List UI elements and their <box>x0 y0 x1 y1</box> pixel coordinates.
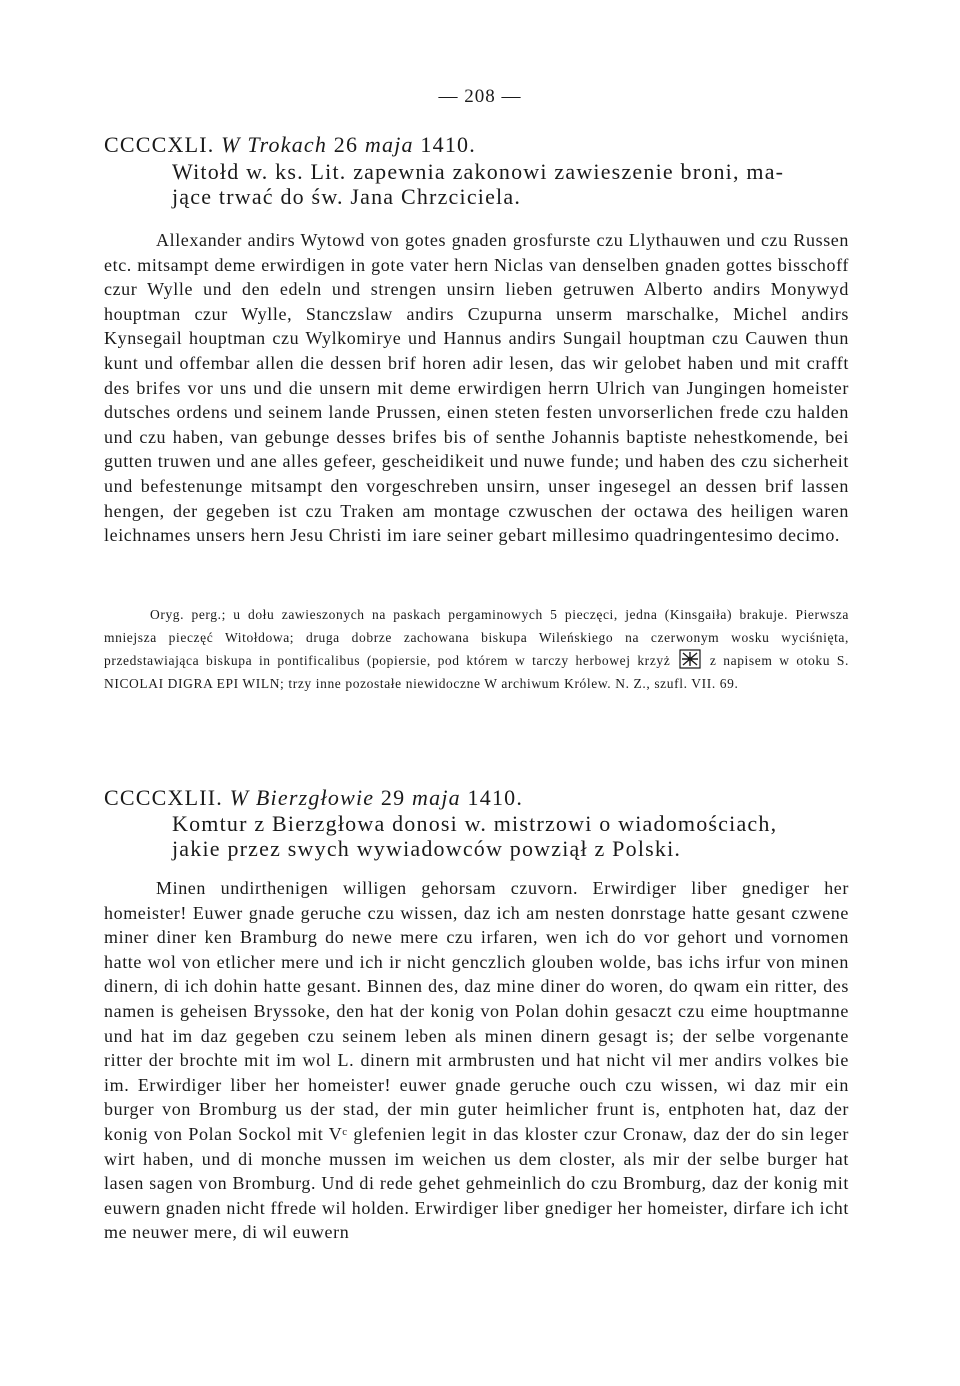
section-date-year: 1410. <box>467 785 524 810</box>
section-text-441 <box>104 228 849 548</box>
page-number: — 208 — <box>438 86 522 107</box>
document-paragraph: Allexander andirs Wytowd von gotes gnaden grosfurste czu Llythauwen und czu Russen etc. mitsampt deme erwirdigen in gote vater hern Niclas van denselben gnaden gottes bisschoff czur Wylle und den edeln und strengen unsirn lieben getruwen Alberto andirs Monywyd houptman czur Wylle, Stanczslaw andirs Czupurna unserm marschalke, Michel andirs Kynsegail houptman czu Wylkomirye und Hannus andirs Sungail houptman czu Cauwen thun kunt und offembar allen die dessen brif horen adir lesen, das wir gelobet haben und mit crafft des brifes vor uns und die unsern mit deme erwirdigen herrn Ulrich van Jungingen homeister dutsches ordens und seinem lande Prussen, einen steten festen unvorserlichen frede czu halden und czu haben, van gebunge desses brifes bis of senthe Johannis baptiste nehestkomende, bei gutten truwen und ane alles gefeer, gescheidikeit und nuwe funde; und haben des czu sicherheit und befestenunge mitsampt den vorgeschreben unsirn, unser ingesegel an dessen brif lassen hengen, der gegeben ist czu Traken am montage czwuschen der octawa des heiligen waren leichnames unsers hern Jesu Christi im iare seiner gebart millesimo quadringentesimo decimo. <box>104 230 849 546</box>
section-date-day: 29 <box>380 785 406 810</box>
section-place: W Trokach <box>221 132 328 157</box>
section-summary-442 <box>172 811 862 861</box>
section-heading-441 <box>104 132 864 157</box>
footnote-text-part1: Oryg. perg.; u dołu zawieszonych na paskach pergaminowych 5 pieczęci, jedna (Kinsgaiła) brakuje. Pierwsza mniejsza pieczęć Witołdowa; druga dobrze zachowana biskupa Wileńskiego na czerwonym wosku wyciśnięta, przedstawiająca biskupa in pontificalibus (popiersie, pod którem w tarczy herbowej krzyż <box>104 607 849 668</box>
cross-emblem-icon <box>679 649 701 669</box>
section-place: W Bierzgłowie <box>229 785 375 810</box>
summary-line: jakie przez swych wywiadowców powziął z Polski. <box>172 836 682 861</box>
section-number: CCCCXLII. <box>104 785 223 810</box>
document-paragraph: Minen undirthenigen willigen gehorsam czuvorn. Erwirdiger liber gnediger her homeister! Euwer gnade geruche czu wissen, daz ich am nesten donrstage hatte gesant czwene miner diner ken Bramburg do newe mere czu irfaren, wen ich do vor gehort und vornomen hatte wol von etlicher mere und ich ir nicht genczlich glouben wolde, bas ichs irfur von minen dinern, di ich dohin hatte gesant. Binnen des, daz mine diner do woren, do qwam ein ritter, des namen is geheisen Bryssoke, den hat der konig von Polan dohin gesaczt czu eime houptmanne und hat im daz gegeben czu seinem leben als minen dinern gesagt is; der selbe vorgenante ritter der brochte mit im wol L. dinern mit armbrusten und hat nicht vil mer andirs volkes bie im. Erwirdiger liber her homeister! euwer gnade geruche ouch czu wissen, wi daz mir ein burger von Bromburg us der stad, der min guter heimlicher frunt is, entphoten hat, daz der konig von Polan Sockol mit Vᶜ glefenien legit in das kloster czur Cronaw, daz der do sin leger wirt haben, und di monche mussen im weichen us dem closter, als mir der selbe burger hat lasen sagen von Bromburg. Und di rede gehet gehmeinlich do czu Bromburg, daz der konig mit euwern gnaden nicht ffrede wil holden. Erwirdiger liber gnediger her homeister, dirfare ich icht me neuwer mere, di wil euwern <box>104 878 849 1243</box>
footnote-paragraph <box>104 603 849 695</box>
section-date-month: maja <box>412 785 461 810</box>
section-date-day: 26 <box>333 132 359 157</box>
section-number: CCCCXLI. <box>104 132 215 157</box>
section-summary-441 <box>172 159 862 209</box>
section-text-442 <box>104 876 849 1245</box>
summary-line: jące trwać do św. Jana Chrzciciela. <box>172 184 522 209</box>
summary-line: Komtur z Bierzgłowa donosi w. mistrzowi o wiadomościach, <box>172 811 778 836</box>
section-heading-442 <box>104 785 864 810</box>
summary-line: Witołd w. ks. Lit. zapewnia zakonowi zawieszenie broni, ma- <box>172 159 785 184</box>
section-date-month: maja <box>364 132 414 157</box>
section-date-year: 1410. <box>420 132 476 157</box>
footnote-text-part2: z napisem w otoku S. NICOLAI DIGRA EPI WILN; trzy inne pozostałe niewidoczne W archiwum Królew. N. Z., szufl. VII. 69. <box>104 653 849 691</box>
footnote-441 <box>104 603 849 695</box>
